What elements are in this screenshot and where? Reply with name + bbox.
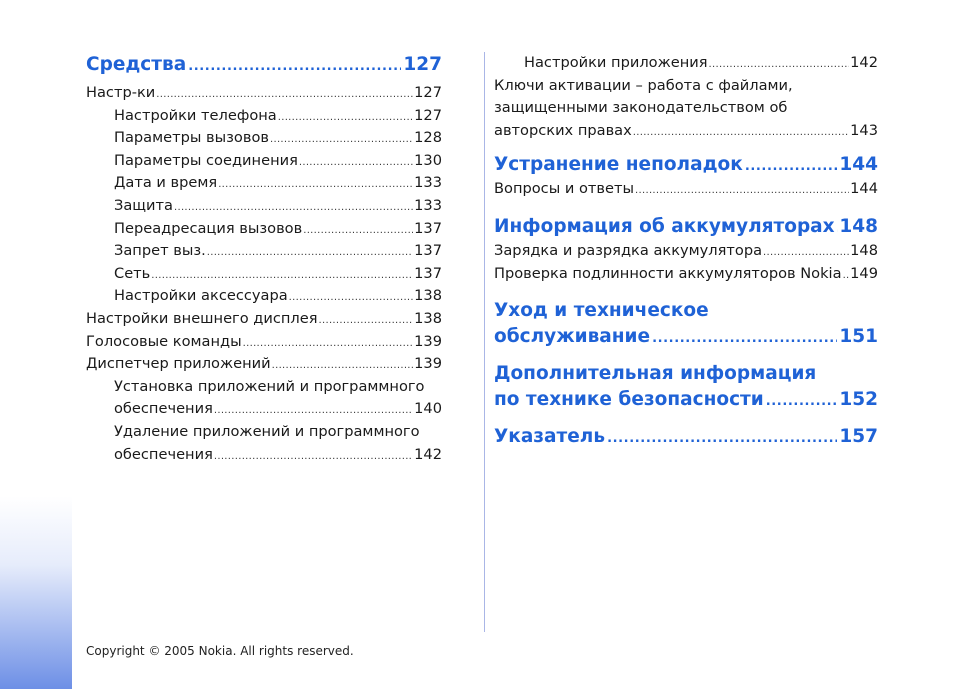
toc-entry-accessory-settings[interactable]: Настройки аксессуара ..... 138 (86, 285, 442, 308)
dot-leader (218, 174, 413, 197)
column-divider (484, 52, 485, 632)
toc-entry-qa[interactable]: Вопросы и ответы ..... 144 (494, 178, 878, 201)
toc-entry-cover-display[interactable]: Настройки внешнего дисплея ..... 138 (86, 308, 442, 331)
dot-leader (837, 216, 838, 242)
dot-leader (299, 152, 413, 175)
toc-entry-phone-settings[interactable]: Настройки телефона ..... 127 (86, 105, 442, 128)
dot-leader (652, 326, 837, 352)
dot-leader (745, 154, 838, 180)
dot-leader (270, 129, 413, 152)
dot-leader (207, 242, 413, 265)
toc-entry-app-manager[interactable]: Диспетчер приложений ..... 139 (86, 353, 442, 376)
toc-heading-index[interactable]: Указатель ..... 157 (494, 424, 878, 450)
dot-leader (633, 122, 849, 145)
toc-entry-remove-apps[interactable]: Удаление приложений и программного обеспечения ..... 142 (86, 421, 442, 466)
toc-entry-app-settings[interactable]: Настройки приложения ..... 142 (494, 52, 878, 75)
dot-leader (766, 389, 838, 415)
dot-leader (156, 84, 413, 107)
dot-leader (843, 265, 850, 288)
dot-leader (214, 400, 413, 423)
toc-heading-safety[interactable]: Дополнительная информация по технике безопасности ..... 152 (494, 361, 878, 413)
toc-entry-install-apps[interactable]: Установка приложений и программного обеспечения ..... 140 (86, 376, 442, 421)
dot-leader (188, 54, 401, 80)
toc-right-column (494, 52, 878, 450)
dot-leader (635, 180, 849, 203)
sidebar-gradient (0, 0, 72, 689)
dot-leader (243, 333, 414, 356)
toc-heading-troubleshooting[interactable]: Устранение неполадок ..... 144 (494, 152, 878, 178)
toc-entry-settings[interactable]: Настр-ки ..... 127 (86, 82, 442, 105)
toc-entry-activation-keys[interactable]: Ключи активации – работа с файлами, защищенными законодательством об авторских правах ..... 143 (494, 75, 878, 143)
toc-entry-call-divert[interactable]: Переадресация вызовов ..... 137 (86, 218, 442, 241)
dot-leader (272, 355, 414, 378)
dot-leader (151, 265, 413, 288)
toc-left-column (86, 52, 442, 466)
toc-entry-charging[interactable]: Зарядка и разрядка аккумулятора ..... 148 (494, 240, 878, 263)
toc-heading-tools[interactable]: Средства ..... 127 (86, 52, 442, 82)
toc-entry-call-barring[interactable]: Запрет выз. ..... 137 (86, 240, 442, 263)
toc-entry-battery-auth[interactable]: Проверка подлинности аккумуляторов Nokia ..... 149 (494, 263, 878, 286)
toc-heading-care[interactable]: Уход и техническое обслуживание ..... 151 (494, 298, 878, 350)
dot-leader (607, 426, 837, 452)
toc-entry-connection-settings[interactable]: Параметры соединения ..... 130 (86, 150, 442, 173)
dot-leader (214, 446, 413, 469)
toc-heading-battery[interactable]: Информация об аккумуляторах ..... 148 (494, 214, 878, 240)
dot-leader (174, 197, 413, 220)
toc-entry-security[interactable]: Защита ..... 133 (86, 195, 442, 218)
toc-entry-voice-commands[interactable]: Голосовые команды ..... 139 (86, 331, 442, 354)
toc-entry-network[interactable]: Сеть ..... 137 (86, 263, 442, 286)
dot-leader (709, 54, 850, 77)
dot-leader (763, 242, 849, 265)
dot-leader (278, 107, 413, 130)
toc-entry-date-time[interactable]: Дата и время ..... 133 (86, 172, 442, 195)
dot-leader (289, 287, 413, 310)
dot-leader (303, 220, 413, 243)
toc-entry-call-settings[interactable]: Параметры вызовов ..... 128 (86, 127, 442, 150)
dot-leader (319, 310, 414, 333)
copyright-footer: Copyright © 2005 Nokia. All rights reserved. (86, 644, 354, 658)
